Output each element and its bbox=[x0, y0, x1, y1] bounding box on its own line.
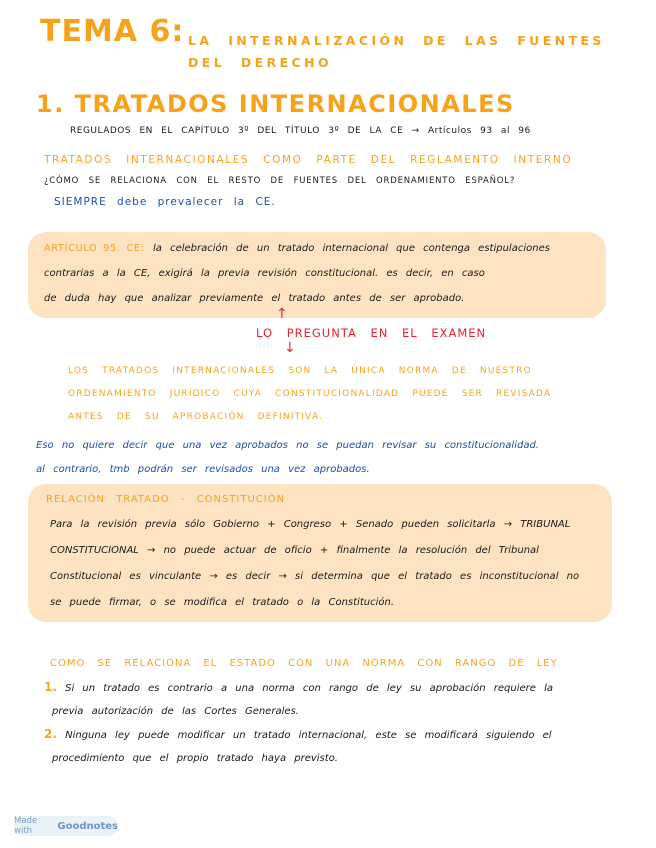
nota-line2: al contrario, tmb podrán ser revisados una vez aprobados. bbox=[36, 464, 370, 475]
relacion-header: RELACIÓN TRATADO - CONSTITUCIÓN bbox=[46, 494, 286, 505]
norma-item-1-number: 1. bbox=[44, 680, 57, 694]
unica-norma bbox=[68, 360, 551, 429]
goodnotes-badge[interactable] bbox=[14, 816, 118, 836]
norma-item-2-line2: procedimiento que el propio tratado haya previsto. bbox=[52, 753, 338, 764]
examen-note: LO PREGUNTA EN EL EXAMEN bbox=[256, 326, 487, 340]
articulo95-line1: la celebración de un tratado internacional que contenga estipulaciones bbox=[153, 243, 550, 254]
articulo95-line3: de duda hay que analizar previamente el tratado antes de ser aprobado. bbox=[44, 293, 465, 304]
articulo95-label: ARTÍCULO 95. CE: bbox=[44, 243, 145, 254]
badge-made-with: Made with bbox=[14, 816, 38, 836]
articulo95-line2: contrarias a la CE, exigirá la previa revisión constitucional. es decir, en caso bbox=[44, 268, 485, 279]
norma-item-1-line1: Si un tratado es contrario a una norma con rango de ley su aprobación requiere la bbox=[65, 683, 553, 694]
section-heading: 1. TRATADOS INTERNACIONALES bbox=[36, 90, 515, 118]
norma-item-1-line2: previa autorización de las Cortes Generales. bbox=[52, 706, 299, 717]
block1-header: TRATADOS INTERNACIONALES COMO PARTE DEL REGLAMENTO INTERNO bbox=[44, 154, 573, 166]
norma-item-2-line1: Ninguna ley puede modificar un tratado internacional, este se modificará siguiendo el bbox=[65, 730, 552, 741]
relacion-line2: CONSTITUCIONAL → no puede actuar de oficio + finalmente la resolución del Tribunal bbox=[50, 545, 539, 556]
badge-brand: Goodnotes bbox=[57, 820, 118, 832]
unica-line3: ANTES DE SU APROBACIÓN DEFINITIVA. bbox=[68, 412, 324, 422]
articulo95-text bbox=[44, 236, 604, 311]
unica-line2: ORDENAMIENTO JURÍDICO CUYA CONSTITUCIONALIDAD PUEDE SER REVISADA bbox=[68, 389, 552, 399]
relacion-line1: Para la revisión previa sólo Gobierno + Congreso + Senado pueden solicitarla → TRIBUNAL bbox=[50, 519, 571, 530]
tema-title: TEMA 6: bbox=[40, 14, 185, 49]
block1-answer: SIEMPRE debe prevalecer la CE. bbox=[54, 196, 276, 208]
norma-item-2-number: 2. bbox=[44, 727, 57, 741]
section-subtitle: REGULADOS EN EL CAPÍTULO 3º DEL TÍTULO 3º DE LA CE → Artículos 93 al 96 bbox=[70, 126, 531, 136]
relacion-text bbox=[50, 512, 606, 616]
nota-revision bbox=[36, 434, 626, 482]
nota-line1: Eso no quiere decir que una vez aprobados no se puedan revisar su constitucionalidad. bbox=[36, 440, 539, 451]
arrow-up-icon: ↑ bbox=[276, 306, 288, 322]
norma-list bbox=[44, 676, 614, 770]
norma-item-1 bbox=[44, 676, 614, 723]
arrow-down-icon: ↓ bbox=[284, 340, 296, 356]
block1-question: ¿CÓMO SE RELACIONA CON EL RESTO DE FUENTES DEL ORDENAMIENTO ESPAÑOL? bbox=[44, 176, 516, 186]
unica-line1: LOS TRATADOS INTERNACIONALES SON LA ÚNICA NORMA DE NUESTRO bbox=[68, 366, 532, 376]
relacion-line4: se puede firmar, o se modifica el tratado o la Constitución. bbox=[50, 597, 394, 608]
relacion-line3: Constitucional es vinculante → es decir → si determina que el tratado es inconstitucional no bbox=[50, 571, 580, 582]
norma-header: COMO SE RELACIONA EL ESTADO CON UNA NORMA CON RANGO DE LEY bbox=[50, 658, 558, 669]
norma-item-2 bbox=[44, 723, 614, 770]
tema-subtitle: LA INTERNALIZACIÓN DE LAS FUENTES DEL DERECHO bbox=[188, 33, 605, 70]
